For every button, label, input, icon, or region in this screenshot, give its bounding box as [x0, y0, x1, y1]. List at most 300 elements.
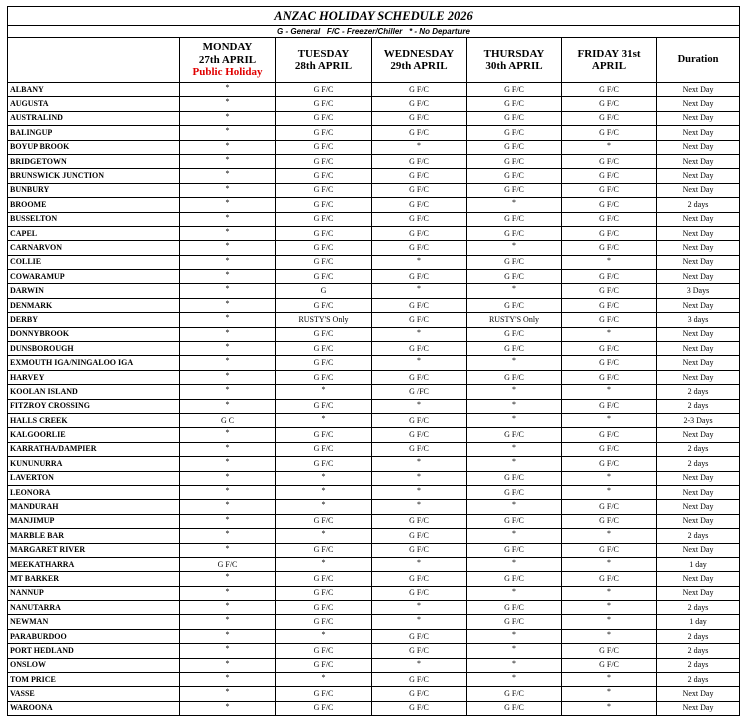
duration-cell: 2 days [657, 601, 740, 615]
friday-cell: G F/C [562, 241, 657, 255]
tuesday-cell: G F/C [276, 615, 372, 629]
table-row [8, 644, 740, 658]
duration-cell: Next Day [657, 154, 740, 168]
thursday-cell: G F/C [467, 126, 562, 140]
thursday-cell: * [467, 198, 562, 212]
table-row [8, 615, 740, 629]
friday-cell: G F/C [562, 543, 657, 557]
table-row [8, 687, 740, 701]
friday-cell: G F/C [562, 514, 657, 528]
thursday-cell: G F/C [467, 601, 562, 615]
wednesday-cell: G F/C [372, 687, 467, 701]
duration-cell: Next Day [657, 169, 740, 183]
monday-cell: * [180, 198, 276, 212]
thursday-cell: * [467, 284, 562, 298]
thursday-header [467, 38, 562, 83]
duration-cell: 3 days [657, 313, 740, 327]
location-cell: DARWIN [8, 284, 180, 298]
tuesday-cell: G F/C [276, 140, 372, 154]
duration-cell: Next Day [657, 687, 740, 701]
tuesday-cell: G F/C [276, 342, 372, 356]
friday-cell: G F/C [562, 298, 657, 312]
wednesday-cell: * [372, 457, 467, 471]
thursday-cell: RUSTY'S Only [467, 313, 562, 327]
wednesday-cell: G F/C [372, 313, 467, 327]
thursday-cell: G F/C [467, 83, 562, 97]
duration-cell: Next Day [657, 140, 740, 154]
wednesday-cell: G F/C [372, 126, 467, 140]
wednesday-cell: G F/C [372, 83, 467, 97]
monday-cell: * [180, 644, 276, 658]
friday-cell: * [562, 413, 657, 427]
wednesday-cell: G F/C [372, 97, 467, 111]
friday-cell: * [562, 701, 657, 715]
table-row [8, 543, 740, 557]
friday-cell: G F/C [562, 644, 657, 658]
location-cell: NEWMAN [8, 615, 180, 629]
duration-cell: 2 days [657, 457, 740, 471]
thursday-cell: * [467, 673, 562, 687]
friday-cell: G F/C [562, 572, 657, 586]
location-cell: PORT HEDLAND [8, 644, 180, 658]
schedule-rows [8, 83, 740, 716]
table-row [8, 140, 740, 154]
location-cell: HARVEY [8, 370, 180, 384]
wednesday-cell: * [372, 485, 467, 499]
wednesday-cell: G F/C [372, 413, 467, 427]
table-row [8, 83, 740, 97]
table-row [8, 701, 740, 715]
duration-cell: Next Day [657, 701, 740, 715]
monday-cell: * [180, 241, 276, 255]
location-cell: AUSTRALIND [8, 111, 180, 125]
wednesday-cell: * [372, 658, 467, 672]
table-row [8, 313, 740, 327]
tuesday-cell: G F/C [276, 572, 372, 586]
duration-cell: Next Day [657, 270, 740, 284]
table-row [8, 370, 740, 384]
table-row [8, 270, 740, 284]
wednesday-date: 29th APRIL [390, 60, 448, 72]
thursday-cell: * [467, 385, 562, 399]
location-cell: NANUTARRA [8, 601, 180, 615]
table-row [8, 529, 740, 543]
table-row [8, 284, 740, 298]
tuesday-cell: G F/C [276, 701, 372, 715]
friday-date: APRIL [591, 60, 627, 72]
monday-cell: * [180, 428, 276, 442]
duration-header: Duration [657, 38, 740, 83]
monday-cell: * [180, 342, 276, 356]
monday-cell: * [180, 356, 276, 370]
tuesday-cell: G F/C [276, 198, 372, 212]
location-cell: NANNUP [8, 586, 180, 600]
duration-cell: Next Day [657, 83, 740, 97]
friday-cell: G F/C [562, 183, 657, 197]
friday-header [562, 38, 657, 83]
tuesday-cell: G F/C [276, 270, 372, 284]
location-cell: FITZROY CROSSING [8, 399, 180, 413]
location-cell: ONSLOW [8, 658, 180, 672]
location-cell: BUSSELTON [8, 212, 180, 226]
location-cell: DERBY [8, 313, 180, 327]
tuesday-cell: G F/C [276, 658, 372, 672]
wednesday-cell: * [372, 140, 467, 154]
monday-cell: * [180, 615, 276, 629]
friday-cell: G F/C [562, 428, 657, 442]
duration-cell: 3 Days [657, 284, 740, 298]
friday-cell: * [562, 529, 657, 543]
wednesday-cell: * [372, 399, 467, 413]
thursday-cell: G F/C [467, 97, 562, 111]
friday-cell: G F/C [562, 198, 657, 212]
duration-cell: Next Day [657, 126, 740, 140]
friday-cell: G F/C [562, 284, 657, 298]
duration-cell: Next Day [657, 255, 740, 269]
friday-cell: * [562, 485, 657, 499]
table-row [8, 169, 740, 183]
monday-cell: G C [180, 413, 276, 427]
location-cell: HALLS CREEK [8, 413, 180, 427]
tuesday-cell: G F/C [276, 298, 372, 312]
wednesday-cell: G F/C [372, 154, 467, 168]
friday-cell: G F/C [562, 500, 657, 514]
wednesday-day: WEDNESDAY [383, 47, 455, 60]
thursday-cell: G F/C [467, 255, 562, 269]
monday-cell: * [180, 183, 276, 197]
thursday-cell: * [467, 457, 562, 471]
wednesday-cell: G F/C [372, 543, 467, 557]
monday-cell: * [180, 500, 276, 514]
friday-cell: G F/C [562, 457, 657, 471]
location-cell: MT BARKER [8, 572, 180, 586]
tuesday-cell: * [276, 500, 372, 514]
tuesday-cell: G F/C [276, 356, 372, 370]
monday-cell: G F/C [180, 557, 276, 571]
thursday-cell: G F/C [467, 327, 562, 341]
thursday-cell: G F/C [467, 485, 562, 499]
monday-cell: * [180, 543, 276, 557]
tuesday-cell: G F/C [276, 212, 372, 226]
duration-cell: Next Day [657, 543, 740, 557]
tuesday-cell: G F/C [276, 183, 372, 197]
thursday-cell: * [467, 644, 562, 658]
tuesday-cell: G F/C [276, 399, 372, 413]
location-cell: BUNBURY [8, 183, 180, 197]
duration-cell: 2 days [657, 673, 740, 687]
wednesday-cell: * [372, 356, 467, 370]
location-cell: KUNUNURRA [8, 457, 180, 471]
wednesday-cell: G F/C [372, 428, 467, 442]
location-cell: BROOME [8, 198, 180, 212]
wednesday-cell: G F/C [372, 701, 467, 715]
duration-cell: 2 days [657, 385, 740, 399]
duration-cell: Next Day [657, 226, 740, 240]
friday-cell: G F/C [562, 226, 657, 240]
duration-cell: Next Day [657, 241, 740, 255]
tuesday-cell: G F/C [276, 97, 372, 111]
monday-cell: * [180, 658, 276, 672]
location-cell: BOYUP BROOK [8, 140, 180, 154]
monday-cell: * [180, 601, 276, 615]
duration-cell: 2 days [657, 529, 740, 543]
monday-cell: * [180, 529, 276, 543]
thursday-day: THURSDAY [483, 47, 545, 60]
tuesday-cell: G F/C [276, 226, 372, 240]
location-cell: COWARAMUP [8, 270, 180, 284]
thursday-cell: * [467, 586, 562, 600]
location-cell: BALINGUP [8, 126, 180, 140]
duration-cell: 2 days [657, 629, 740, 643]
location-cell: CAPEL [8, 226, 180, 240]
wednesday-cell: G F/C [372, 198, 467, 212]
wednesday-cell: G F/C [372, 572, 467, 586]
tuesday-cell: G F/C [276, 83, 372, 97]
monday-cell: * [180, 126, 276, 140]
tuesday-date: 28th APRIL [294, 60, 353, 72]
tuesday-cell: * [276, 413, 372, 427]
location-cell: LAVERTON [8, 471, 180, 485]
duration-cell: Next Day [657, 471, 740, 485]
location-cell: MEEKATHARRA [8, 557, 180, 571]
schedule-legend: G - General F/C - Freezer/Chiller * - No Departure [8, 26, 740, 38]
friday-cell: G F/C [562, 370, 657, 384]
thursday-cell: * [467, 241, 562, 255]
friday-cell: G F/C [562, 356, 657, 370]
location-cell: KALGOORLIE [8, 428, 180, 442]
table-row [8, 241, 740, 255]
thursday-date: 30th APRIL [485, 60, 543, 72]
tuesday-cell: G F/C [276, 457, 372, 471]
monday-cell: * [180, 673, 276, 687]
duration-cell: 1 day [657, 615, 740, 629]
tuesday-cell: G F/C [276, 241, 372, 255]
tuesday-cell: G F/C [276, 644, 372, 658]
table-row [8, 255, 740, 269]
table-row [8, 399, 740, 413]
tuesday-cell: RUSTY'S Only [276, 313, 372, 327]
monday-cell: * [180, 284, 276, 298]
friday-cell: G F/C [562, 169, 657, 183]
duration-cell: 2 days [657, 442, 740, 456]
duration-cell: 1 day [657, 557, 740, 571]
tuesday-cell: * [276, 557, 372, 571]
wednesday-cell: G F/C [372, 270, 467, 284]
location-cell: KOOLAN ISLAND [8, 385, 180, 399]
table-row [8, 126, 740, 140]
tuesday-header [276, 38, 372, 83]
location-cell: EXMOUTH IGA/NINGALOO IGA [8, 356, 180, 370]
thursday-cell: G F/C [467, 169, 562, 183]
table-row [8, 428, 740, 442]
duration-cell: Next Day [657, 485, 740, 499]
location-cell: MARGARET RIVER [8, 543, 180, 557]
friday-cell: * [562, 615, 657, 629]
wednesday-cell: G F/C [372, 169, 467, 183]
location-cell: BRUNSWICK JUNCTION [8, 169, 180, 183]
monday-cell: * [180, 270, 276, 284]
location-cell: PARABURDOO [8, 629, 180, 643]
duration-cell: Next Day [657, 370, 740, 384]
tuesday-cell: G F/C [276, 428, 372, 442]
monday-cell: * [180, 255, 276, 269]
wednesday-cell: * [372, 284, 467, 298]
table-row [8, 385, 740, 399]
friday-cell: * [562, 586, 657, 600]
duration-cell: Next Day [657, 342, 740, 356]
monday-date: 27th APRIL [198, 53, 257, 66]
wednesday-cell: G F/C [372, 342, 467, 356]
wednesday-cell: G F/C [372, 442, 467, 456]
monday-cell: * [180, 212, 276, 226]
thursday-cell: G F/C [467, 212, 562, 226]
location-cell: COLLIE [8, 255, 180, 269]
tuesday-cell: G F/C [276, 255, 372, 269]
table-row [8, 572, 740, 586]
monday-day: MONDAY [202, 41, 253, 54]
table-row [8, 183, 740, 197]
location-cell: CARNARVON [8, 241, 180, 255]
location-cell: LEONORA [8, 485, 180, 499]
schedule-table [7, 6, 740, 716]
tuesday-cell: * [276, 629, 372, 643]
public-holiday-note: Public Holiday [192, 66, 263, 79]
wednesday-cell: G F/C [372, 212, 467, 226]
tuesday-cell: G F/C [276, 442, 372, 456]
duration-cell: Next Day [657, 212, 740, 226]
wednesday-cell: * [372, 255, 467, 269]
duration-cell: 2-3 Days [657, 413, 740, 427]
tuesday-cell: G F/C [276, 169, 372, 183]
wednesday-cell: G F/C [372, 529, 467, 543]
thursday-cell: G F/C [467, 615, 562, 629]
monday-cell: * [180, 154, 276, 168]
location-cell: ALBANY [8, 83, 180, 97]
table-row [8, 673, 740, 687]
thursday-cell: * [467, 413, 562, 427]
location-cell: DENMARK [8, 298, 180, 312]
thursday-cell: * [467, 529, 562, 543]
friday-cell: G F/C [562, 154, 657, 168]
table-row [8, 601, 740, 615]
monday-cell: * [180, 442, 276, 456]
friday-cell: G F/C [562, 313, 657, 327]
friday-day: FRIDAY 31st [577, 47, 641, 60]
duration-cell: Next Day [657, 586, 740, 600]
thursday-cell: G F/C [467, 140, 562, 154]
table-row [8, 226, 740, 240]
thursday-cell: G F/C [467, 572, 562, 586]
wednesday-cell: G F/C [372, 241, 467, 255]
duration-cell: 2 days [657, 198, 740, 212]
friday-cell: G F/C [562, 399, 657, 413]
thursday-cell: * [467, 629, 562, 643]
wednesday-cell: G F/C [372, 226, 467, 240]
friday-cell: * [562, 601, 657, 615]
tuesday-cell: * [276, 385, 372, 399]
table-row [8, 557, 740, 571]
location-cell: DONNYBROOK [8, 327, 180, 341]
monday-cell: * [180, 586, 276, 600]
monday-cell: * [180, 140, 276, 154]
duration-cell: 2 days [657, 399, 740, 413]
duration-cell: Next Day [657, 298, 740, 312]
tuesday-cell: G F/C [276, 154, 372, 168]
friday-cell: G F/C [562, 212, 657, 226]
thursday-cell: * [467, 500, 562, 514]
duration-cell: 2 days [657, 644, 740, 658]
thursday-cell: G F/C [467, 687, 562, 701]
wednesday-header [372, 38, 467, 83]
thursday-cell: G F/C [467, 111, 562, 125]
monday-cell: * [180, 687, 276, 701]
friday-cell: G F/C [562, 111, 657, 125]
table-row [8, 658, 740, 672]
thursday-cell: * [467, 399, 562, 413]
wednesday-cell: G F/C [372, 644, 467, 658]
wednesday-cell: G F/C [372, 370, 467, 384]
thursday-cell: G F/C [467, 428, 562, 442]
monday-cell: * [180, 298, 276, 312]
monday-cell: * [180, 327, 276, 341]
location-cell: KARRATHA/DAMPIER [8, 442, 180, 456]
wednesday-cell: * [372, 615, 467, 629]
monday-cell: * [180, 111, 276, 125]
thursday-cell: G F/C [467, 701, 562, 715]
table-row [8, 298, 740, 312]
tuesday-cell: G F/C [276, 586, 372, 600]
duration-cell: Next Day [657, 327, 740, 341]
tuesday-cell: G F/C [276, 370, 372, 384]
tuesday-cell: G F/C [276, 111, 372, 125]
wednesday-cell: G F/C [372, 673, 467, 687]
friday-cell: G F/C [562, 83, 657, 97]
monday-cell: * [180, 83, 276, 97]
location-cell: WAROONA [8, 701, 180, 715]
thursday-cell: * [467, 658, 562, 672]
thursday-cell: G F/C [467, 514, 562, 528]
monday-cell: * [180, 169, 276, 183]
schedule-document [7, 6, 739, 716]
friday-cell: G F/C [562, 342, 657, 356]
duration-cell: Next Day [657, 183, 740, 197]
monday-cell: * [180, 572, 276, 586]
duration-cell: Next Day [657, 514, 740, 528]
monday-cell: * [180, 701, 276, 715]
tuesday-cell: * [276, 485, 372, 499]
location-cell: DUNSBOROUGH [8, 342, 180, 356]
thursday-cell: G F/C [467, 154, 562, 168]
location-cell: BRIDGETOWN [8, 154, 180, 168]
friday-cell: G F/C [562, 126, 657, 140]
friday-cell: * [562, 557, 657, 571]
thursday-cell: G F/C [467, 342, 562, 356]
monday-cell: * [180, 226, 276, 240]
monday-cell: * [180, 313, 276, 327]
table-row [8, 413, 740, 427]
location-header [8, 38, 180, 83]
thursday-cell: G F/C [467, 370, 562, 384]
duration-cell: Next Day [657, 111, 740, 125]
monday-cell: * [180, 514, 276, 528]
wednesday-cell: * [372, 471, 467, 485]
friday-cell: G F/C [562, 97, 657, 111]
friday-cell: * [562, 385, 657, 399]
monday-cell: * [180, 385, 276, 399]
table-row [8, 471, 740, 485]
table-row [8, 629, 740, 643]
friday-cell: * [562, 471, 657, 485]
